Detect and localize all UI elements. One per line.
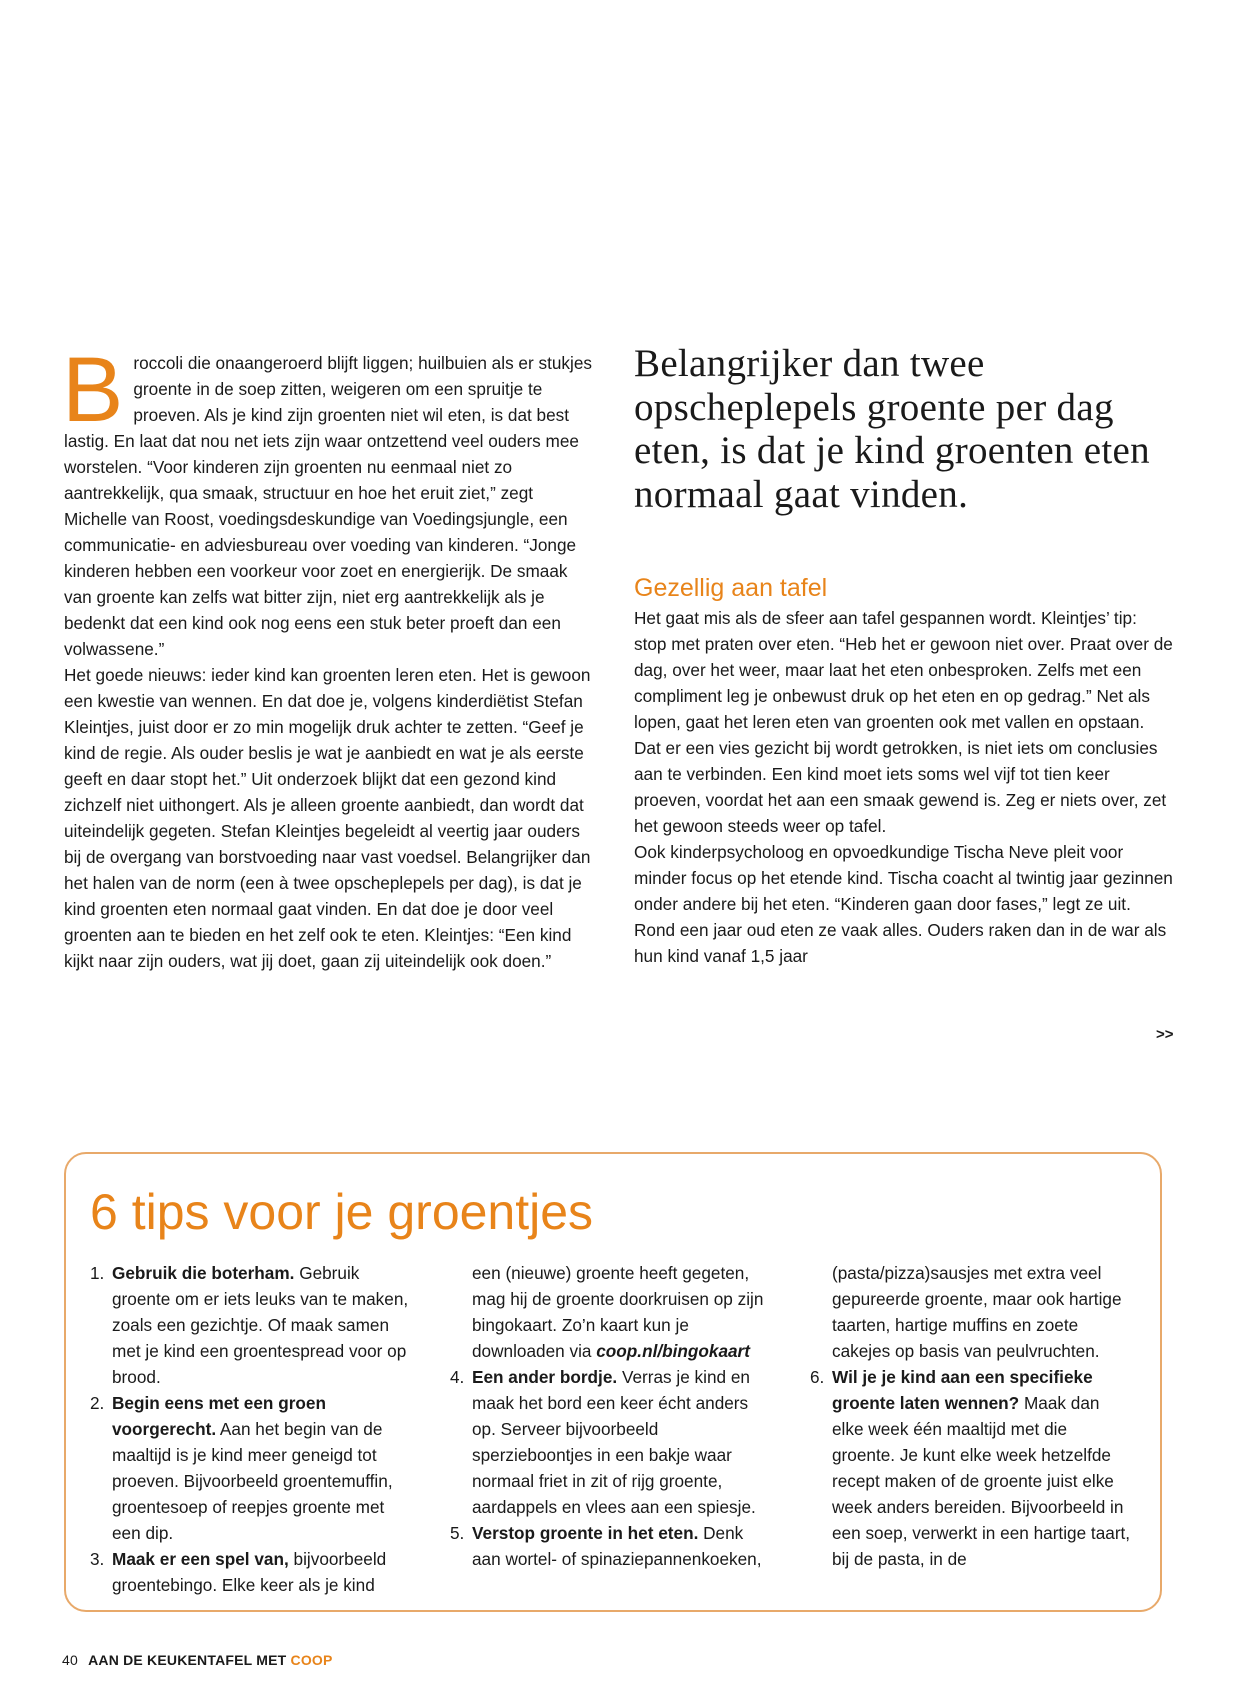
tips-column-1	[68, 1260, 413, 1598]
tip-text: bijvoorbeeld groentebingo. Elke keer als je kind	[112, 1549, 387, 1595]
tip-text: Aan het begin van de maaltijd is je kind meer geneigd tot proeven. Bijvoorbeeld groentemuffin, groentesoep of reepjes groente met een dip.	[112, 1419, 393, 1543]
pull-quote: Belangrijker dan twee opscheplepels groente per dag eten, is dat je kind groenten eten normaal gaat vinden.	[634, 342, 1150, 516]
tip-continuation	[428, 1260, 773, 1364]
paragraph: roccoli die onaangeroerd blijft liggen; huilbuien als er stukjes groente in de soep zitten, weigeren om een spruitje te proeven. Als je kind zijn groenten niet wil eten, is dat best lastig. En laat dat nou net iets zijn waar ontzettend veel ouders mee worstelen. “Voor kinderen zijn groenten nu eenmaal niet zo aantrekkelijk, qua smaak, structuur en hoe het eruit ziet,” zegt Michelle van Roost, voedingsdeskundige van Voedingsjungle, een communicatie- en adviesbureau over voeding van kinderen. “Jonge kinderen hebben een voorkeur voor zoet en energierijk. De smaak van groente kan zelfs wat bitter zijn, niet erg aantrekkelijk als je bedenkt dat een kind ook nog eens een stuk beter proeft dan een volwassene.”	[64, 353, 592, 659]
tips-box	[64, 1152, 1162, 1612]
page-footer	[62, 1652, 333, 1668]
tip-item	[68, 1390, 413, 1546]
tip-item	[68, 1260, 413, 1390]
tip-heading: Wil je je kind aan een specifieke groente laten wennen?	[832, 1367, 1093, 1413]
tip-continuation	[788, 1260, 1133, 1364]
tip-text: (pasta/pizza)sausjes met extra veel gepureerde groente, maar ook hartige taarten, hartige muffins en zoete cakejes op basis van peulvruchten.	[832, 1263, 1122, 1361]
drop-cap: B	[62, 339, 124, 441]
brand-name: COOP	[290, 1652, 333, 1668]
tip-item	[68, 1546, 413, 1598]
tip-text: Denk aan wortel- of spinaziepannenkoeken,	[472, 1523, 762, 1569]
tips-column-2	[428, 1260, 773, 1572]
tips-column-3	[788, 1260, 1133, 1572]
paragraph: Het goede nieuws: ieder kind kan groenten leren eten. Het is gewoon een kwestie van wennen. En dat doe je, volgens kinderdiëtist Stefan Kleintjes, juist door er zo min mogelijk druk achter te zetten. “Geef je kind de regie. Als ouder beslis je wat je aanbiedt en wat je als eerste geeft en daar stopt het.” Uit onderzoek blijkt dat een gezond kind zichzelf niet uithongert. Als je alleen groente aanbiedt, dan wordt dat uiteindelijk gegeten. Stefan Kleintjes begeleidt al veertig jaar ouders bij de overgang van borstvoeding naar vast voedsel. Belangrijker dan het halen van de norm (een à twee opscheplepels per dag), is dat je kind groenten eten normaal gaat vinden. En dat doe je door veel groenten aan te bieden en het zelf ook te eten. Kleintjes: “Een kind kijkt naar zijn ouders, wat jij doet, gaan zij uiteindelijk ook doen.”	[64, 665, 591, 971]
tip-number: 5.	[450, 1523, 465, 1543]
tip-number: 6.	[810, 1367, 825, 1387]
tip-text: Verras je kind en maak het bord een keer écht anders op. Serveer bijvoorbeeld sperzieboontjes in een bakje waar normaal friet in zit of rijg groente, aardappels en vlees aan een spiesje.	[472, 1367, 756, 1517]
tip-text: Maak dan elke week één maaltijd met die groente. Je kunt elke week hetzelfde recept maken of de groente juist elke week anders bereiden. Bijvoorbeeld in een soep, verwerkt in een hartige taart, bij de pasta, in de	[832, 1393, 1131, 1569]
tip-item	[428, 1520, 773, 1572]
article-right-column	[634, 342, 1194, 969]
tip-item	[428, 1364, 773, 1520]
tip-number: 2.	[90, 1393, 105, 1413]
tip-number: 1.	[90, 1263, 105, 1283]
magazine-name: AAN DE KEUKENTAFEL MET	[88, 1652, 287, 1668]
tip-heading: Verstop groente in het eten.	[472, 1523, 699, 1543]
continue-marker: >>	[1156, 1026, 1174, 1043]
tip-heading: Een ander bordje.	[472, 1367, 618, 1387]
tip-number: 3.	[90, 1549, 105, 1569]
section-body	[634, 605, 1174, 969]
paragraph: Het gaat mis als de sfeer aan tafel gespannen wordt. Kleintjes’ tip: stop met praten over eten. “Heb het er gewoon niet over. Praat over de dag, over het weer, maar laat het eten onbesproken. Zelfs met een compliment leg je onbewust druk op het eten en op gedrag.” Net als lopen, gaat het leren eten van groenten ook met vallen en opstaan. Dat er een vies gezicht bij wordt getrokken, is niet iets om conclusies aan te verbinden. Een kind moet iets soms wel vijf tot tien keer proeven, voordat het aan een smaak gewend is. Zeg er niets over, zet het gewoon steeds weer op tafel.	[634, 608, 1173, 836]
tip-item	[788, 1364, 1133, 1572]
section-subheading: Gezellig aan tafel	[634, 574, 828, 602]
tip-text: Gebruik groente om er iets leuks van te maken, zoals een gezichtje. Of maak samen met je kind een groentespread voor op brood.	[112, 1263, 409, 1387]
article-left-column	[62, 339, 594, 974]
tip-heading: Begin eens met een groen voorgerecht.	[112, 1393, 326, 1439]
bingo-link[interactable]: coop.nl/bingokaart	[596, 1341, 750, 1361]
tips-title: 6 tips voor je groentjes	[90, 1184, 594, 1240]
tip-text: een (nieuwe) groente heeft gegeten, mag hij de groente doorkruisen op zijn bingokaart. Zo’n kaart kun je downloaden via	[472, 1263, 764, 1361]
tip-heading: Gebruik die boterham.	[112, 1263, 295, 1283]
tip-number: 4.	[450, 1367, 465, 1387]
paragraph: Ook kinderpsycholoog en opvoedkundige Tischa Neve pleit voor minder focus op het etende kind. Tischa coacht al twintig jaar gezinnen onder andere bij het eten. “Kinderen gaan door fases,” legt ze uit. Rond een jaar oud eten ze vaak alles. Ouders raken dan in de war als hun kind vanaf 1,5 jaar	[634, 842, 1173, 966]
page-number: 40	[62, 1652, 78, 1668]
tip-heading: Maak er een spel van,	[112, 1549, 289, 1569]
